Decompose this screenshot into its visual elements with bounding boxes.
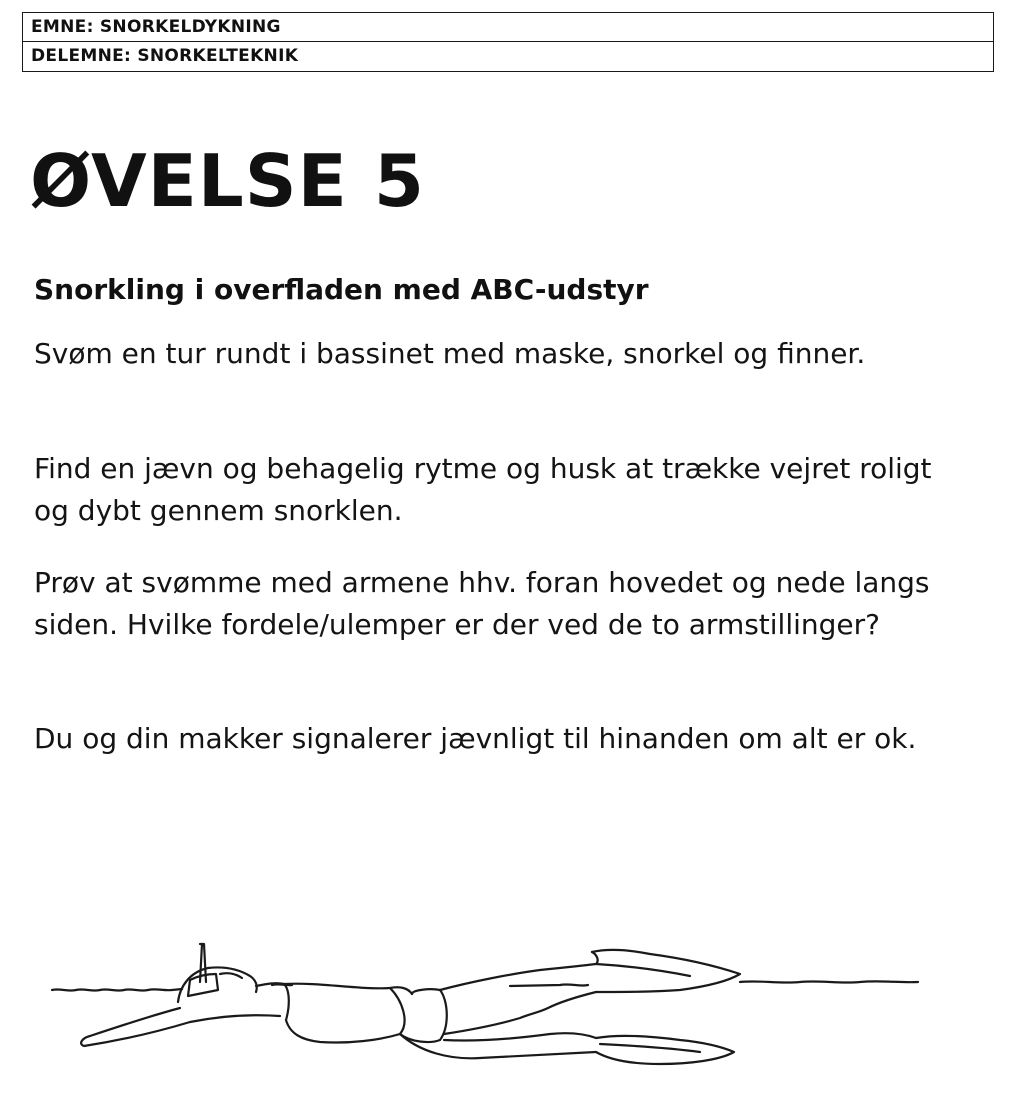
instruction-paragraph-4: Du og din makker signalerer jævnligt til hinanden om alt er ok.: [34, 722, 917, 755]
header-box: [22, 12, 994, 72]
instruction-paragraph-2: Find en jævn og behagelig rytme og husk at trække vejret roligt og dybt gennem snorklen.: [34, 452, 932, 527]
topic-label: EMNE: SNORKELDYKNING: [23, 13, 993, 42]
snorkeler-drawing-icon: [40, 930, 940, 1080]
water-surface-line: [52, 989, 182, 991]
instruction-paragraph-1: Svøm en tur rundt i bassinet med maske, snorkel og finner.: [34, 337, 866, 370]
exercise-title: ØVELSE 5: [30, 139, 425, 223]
subtopic-label: DELEMNE: SNORKELTEKNIK: [31, 46, 299, 66]
diver-leg-lower: [444, 1033, 596, 1040]
exercise-subtitle: Snorkling i overfladen med ABC-udstyr: [34, 273, 649, 306]
fin-lower: [596, 1036, 734, 1064]
instruction-paragraph-3: Prøv at svømme med armene hhv. foran hovedet og nede langs siden. Hvilke fordele/ulemper er der ved de to armstillinger?: [34, 566, 930, 641]
